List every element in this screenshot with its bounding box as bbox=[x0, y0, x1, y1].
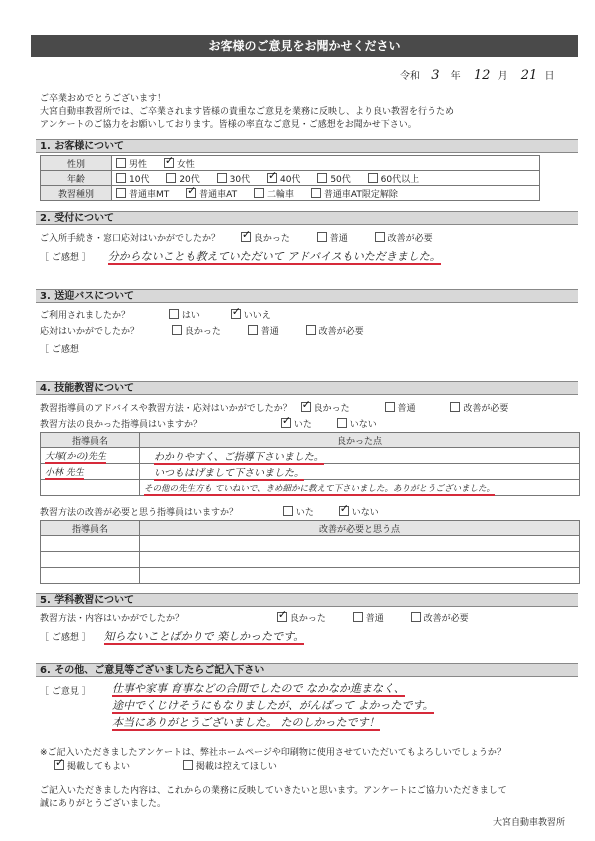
date-line bbox=[400, 67, 555, 83]
checkbox-icon[interactable] bbox=[368, 173, 378, 183]
bus-use-option[interactable]: はい bbox=[169, 308, 200, 321]
other-comment-line: 途中でくじけそうにもなりましたが、がんばって よかったです。 bbox=[112, 699, 434, 712]
consent-question: ※ご記入いただきましたアンケートは、弊社ホームページや印刷物に使用させていただいてもよろしいでしょうか？ bbox=[40, 748, 506, 758]
customer-info-table bbox=[40, 155, 540, 201]
age-option[interactable]: 10代 bbox=[116, 172, 149, 185]
checkbox-checked-icon[interactable] bbox=[186, 188, 196, 198]
course-option[interactable]: 普通車AT限定解除 bbox=[311, 187, 398, 200]
checkbox-checked-icon[interactable] bbox=[164, 158, 174, 168]
course-option[interactable]: 二輪車 bbox=[254, 187, 294, 200]
bus-use-row bbox=[40, 308, 285, 321]
checkbox-checked-icon[interactable] bbox=[281, 418, 291, 428]
checkbox-checked-icon[interactable] bbox=[241, 232, 251, 242]
bad-instructor-option[interactable]: ✓ いない bbox=[339, 505, 379, 518]
section-5-header: 5. 学科教習について bbox=[36, 593, 578, 607]
bus-use-option[interactable]: ✓ いいえ bbox=[231, 308, 271, 321]
course-option[interactable]: 普通車MT bbox=[116, 187, 169, 200]
bad-point[interactable] bbox=[140, 568, 580, 584]
bad-instructor-name[interactable] bbox=[41, 552, 140, 568]
reception-option[interactable]: ✓ 良かった bbox=[241, 231, 290, 244]
checkbox-checked-icon[interactable] bbox=[54, 760, 64, 770]
checkbox-checked-icon[interactable] bbox=[267, 173, 277, 183]
skill-advice-row bbox=[40, 401, 522, 414]
section-6-header: 6. その他、ご意見等ございましたらご記入下さい bbox=[36, 663, 578, 677]
other-comment-line: 本当にありがとうございました。 たのしかったです！ bbox=[112, 716, 380, 729]
reception-question-row bbox=[40, 231, 447, 244]
date-day-unit: 日 bbox=[544, 71, 555, 82]
good-point[interactable]: いつもはげまして下さいました。 bbox=[140, 464, 580, 480]
footer-line: 誠にありがとうございました。 bbox=[40, 799, 167, 809]
bad-instructor-question: 教習方法の改善が必要と思う指導員はいますか？ bbox=[40, 508, 239, 518]
lecture-question: 教習方法・内容はいかがでしたか？ bbox=[40, 614, 185, 624]
skill-advice-question: 教習指導員のアドバイスや教習方法・応対はいかがでしたか？ bbox=[40, 404, 292, 414]
checkbox-icon[interactable] bbox=[283, 506, 293, 516]
age-option[interactable]: 60代以上 bbox=[368, 172, 419, 185]
good-instructor-row bbox=[40, 417, 391, 430]
intro-line: アンケートのご協力をお願いしております。皆様の率直なご意見・ご感想をお聞かせ下さい。 bbox=[40, 120, 417, 130]
checkbox-icon[interactable] bbox=[385, 402, 395, 412]
course-options bbox=[112, 186, 540, 201]
checkbox-icon[interactable] bbox=[411, 612, 421, 622]
good-instructor-name[interactable]: 大塚(かの)先生 bbox=[41, 448, 140, 464]
company-name: 大宮自動車教習所 bbox=[492, 818, 565, 828]
date-month[interactable]: 12 bbox=[473, 68, 491, 83]
good-point-header: 良かった点 bbox=[140, 433, 580, 448]
bus-service-option[interactable]: 普通 bbox=[248, 324, 279, 337]
age-label: 年齢 bbox=[41, 171, 112, 186]
bad-instructor-option[interactable]: いた bbox=[283, 505, 314, 518]
bad-instructor-name[interactable] bbox=[41, 568, 140, 584]
date-day[interactable]: 21 bbox=[520, 68, 538, 83]
checkbox-icon[interactable] bbox=[317, 173, 327, 183]
bad-point[interactable] bbox=[140, 536, 580, 552]
checkbox-icon[interactable] bbox=[353, 612, 363, 622]
consent-option[interactable]: ✓掲載してもよい bbox=[54, 760, 130, 774]
bad-point[interactable] bbox=[140, 552, 580, 568]
lecture-comment-row bbox=[40, 628, 304, 644]
good-instructor-option[interactable]: いない bbox=[337, 417, 377, 430]
age-option[interactable]: 50代 bbox=[317, 172, 350, 185]
checkbox-icon[interactable] bbox=[317, 232, 327, 242]
checkbox-icon[interactable] bbox=[337, 418, 347, 428]
checkbox-icon[interactable] bbox=[306, 325, 316, 335]
good-point[interactable]: わかりやすく、ご指導下さいました。 bbox=[140, 448, 580, 464]
date-year-unit: 年 bbox=[450, 71, 461, 82]
other-comment-lines[interactable] bbox=[112, 680, 434, 731]
reception-comment-row bbox=[40, 248, 441, 264]
good-instructor-table bbox=[40, 432, 580, 496]
reception-option[interactable]: 改善が必要 bbox=[375, 231, 433, 244]
date-era: 令和 bbox=[400, 71, 420, 82]
bad-instructor-row bbox=[40, 505, 393, 518]
course-option[interactable]: ✓ 普通車AT bbox=[186, 187, 237, 200]
consent-block bbox=[40, 747, 506, 774]
lecture-option[interactable]: 普通 bbox=[353, 611, 384, 624]
bus-service-question: 応対はいかがでしたか？ bbox=[40, 327, 140, 337]
checkbox-icon[interactable] bbox=[217, 173, 227, 183]
checkbox-checked-icon[interactable] bbox=[277, 612, 287, 622]
date-year[interactable]: 3 bbox=[431, 68, 440, 83]
date-month-unit: 月 bbox=[497, 71, 508, 82]
section-4-header: 4. 技能教習について bbox=[36, 381, 578, 395]
lecture-option[interactable]: ✓ 良かった bbox=[277, 611, 326, 624]
intro-line: ご卒業おめでとうございます！ bbox=[40, 94, 167, 104]
consent-option[interactable]: 掲載は控えてほしい bbox=[183, 760, 277, 774]
footer-text bbox=[40, 785, 507, 811]
checkbox-icon[interactable] bbox=[116, 173, 126, 183]
skill-advice-option[interactable]: 普通 bbox=[385, 401, 416, 414]
bad-instructor-name-header: 指導員名 bbox=[41, 521, 140, 536]
good-instructor-name-header: 指導員名 bbox=[41, 433, 140, 448]
age-option[interactable]: ✓ 40代 bbox=[267, 172, 300, 185]
intro-line: 大宮自動車教習所では、ご卒業されます皆様の貴重なご意見を業務に反映し、より良い教習を行うため bbox=[40, 107, 455, 117]
comment-label: ［ ご感想 ］ bbox=[40, 633, 91, 643]
checkbox-icon[interactable] bbox=[172, 325, 182, 335]
checkbox-icon[interactable] bbox=[311, 188, 321, 198]
age-option[interactable]: 30代 bbox=[217, 172, 250, 185]
reception-question: ご入所手続き・窓口応対はいかがでしたか？ bbox=[40, 234, 221, 244]
bus-use-question: ご利用されましたか？ bbox=[40, 311, 131, 321]
checkbox-checked-icon[interactable] bbox=[339, 506, 349, 516]
checkbox-icon[interactable] bbox=[248, 325, 258, 335]
lecture-question-row bbox=[40, 611, 483, 624]
section-3-header: 3. 送迎バスについて bbox=[36, 289, 578, 303]
skill-advice-option[interactable]: 改善が必要 bbox=[450, 401, 508, 414]
age-option[interactable]: 20代 bbox=[166, 172, 199, 185]
bad-instructor-table bbox=[40, 520, 580, 584]
other-comment-label: ［ ご意見 ］ bbox=[40, 687, 91, 697]
lecture-comment[interactable]: 知らないことばかりで 楽しかったです。 bbox=[103, 630, 305, 643]
bad-instructor-name[interactable] bbox=[41, 536, 140, 552]
checkbox-icon[interactable] bbox=[166, 173, 176, 183]
section-1-header: 1. お客様について bbox=[36, 139, 578, 153]
good-instructor-name[interactable]: 小林 先生 bbox=[41, 464, 140, 480]
section-2-header: 2. 受付について bbox=[36, 211, 578, 225]
good-instructor-option[interactable]: ✓ いた bbox=[281, 417, 312, 430]
checkbox-icon[interactable] bbox=[169, 309, 179, 319]
age-options bbox=[112, 171, 540, 186]
checkbox-icon[interactable] bbox=[116, 188, 126, 198]
footer-line: ご記入いただきました内容は、これからの業務に反映していきたいと思います。アンケートにご協力いただきまして bbox=[40, 786, 507, 796]
gender-label: 性別 bbox=[41, 156, 112, 171]
checkbox-checked-icon[interactable] bbox=[301, 402, 311, 412]
form-title: お客様のご意見をお聞かせください bbox=[31, 35, 578, 57]
good-point[interactable]: その他の先生方も ていねいで、きめ細かに教えて下さいました。ありがとうございました。 bbox=[140, 480, 580, 496]
skill-advice-option[interactable]: ✓ 良かった bbox=[301, 401, 350, 414]
checkbox-checked-icon[interactable] bbox=[231, 309, 241, 319]
course-label: 教習種別 bbox=[41, 186, 112, 201]
checkbox-icon[interactable] bbox=[183, 760, 193, 770]
checkbox-icon[interactable] bbox=[254, 188, 264, 198]
bus-comment-label: ［ ご感想 bbox=[40, 345, 79, 355]
bad-point-header: 改善が必要と思う点 bbox=[140, 521, 580, 536]
other-comment-line: 仕事や家事 育事などの合間でしたので なかなか進まなく、 bbox=[112, 682, 405, 695]
checkbox-icon[interactable] bbox=[116, 158, 126, 168]
reception-comment[interactable]: 分からないことも教えていただいて アドバイスもいただきました。 bbox=[107, 250, 441, 263]
bus-service-row bbox=[40, 324, 378, 337]
checkbox-icon[interactable] bbox=[450, 402, 460, 412]
good-instructor-name[interactable] bbox=[41, 480, 140, 496]
bus-service-option[interactable]: 良かった bbox=[172, 324, 221, 337]
gender-option[interactable]: ✓ 女性 bbox=[164, 157, 195, 170]
reception-option[interactable]: 普通 bbox=[317, 231, 348, 244]
checkbox-icon[interactable] bbox=[375, 232, 385, 242]
gender-options bbox=[112, 156, 540, 171]
bus-service-option[interactable]: 改善が必要 bbox=[306, 324, 364, 337]
comment-label: ［ ご感想 ］ bbox=[40, 253, 91, 263]
intro-text bbox=[40, 93, 454, 132]
gender-option[interactable]: 男性 bbox=[116, 157, 147, 170]
good-instructor-question: 教習方法の良かった指導員はいますか？ bbox=[40, 420, 203, 430]
lecture-option[interactable]: 改善が必要 bbox=[411, 611, 469, 624]
